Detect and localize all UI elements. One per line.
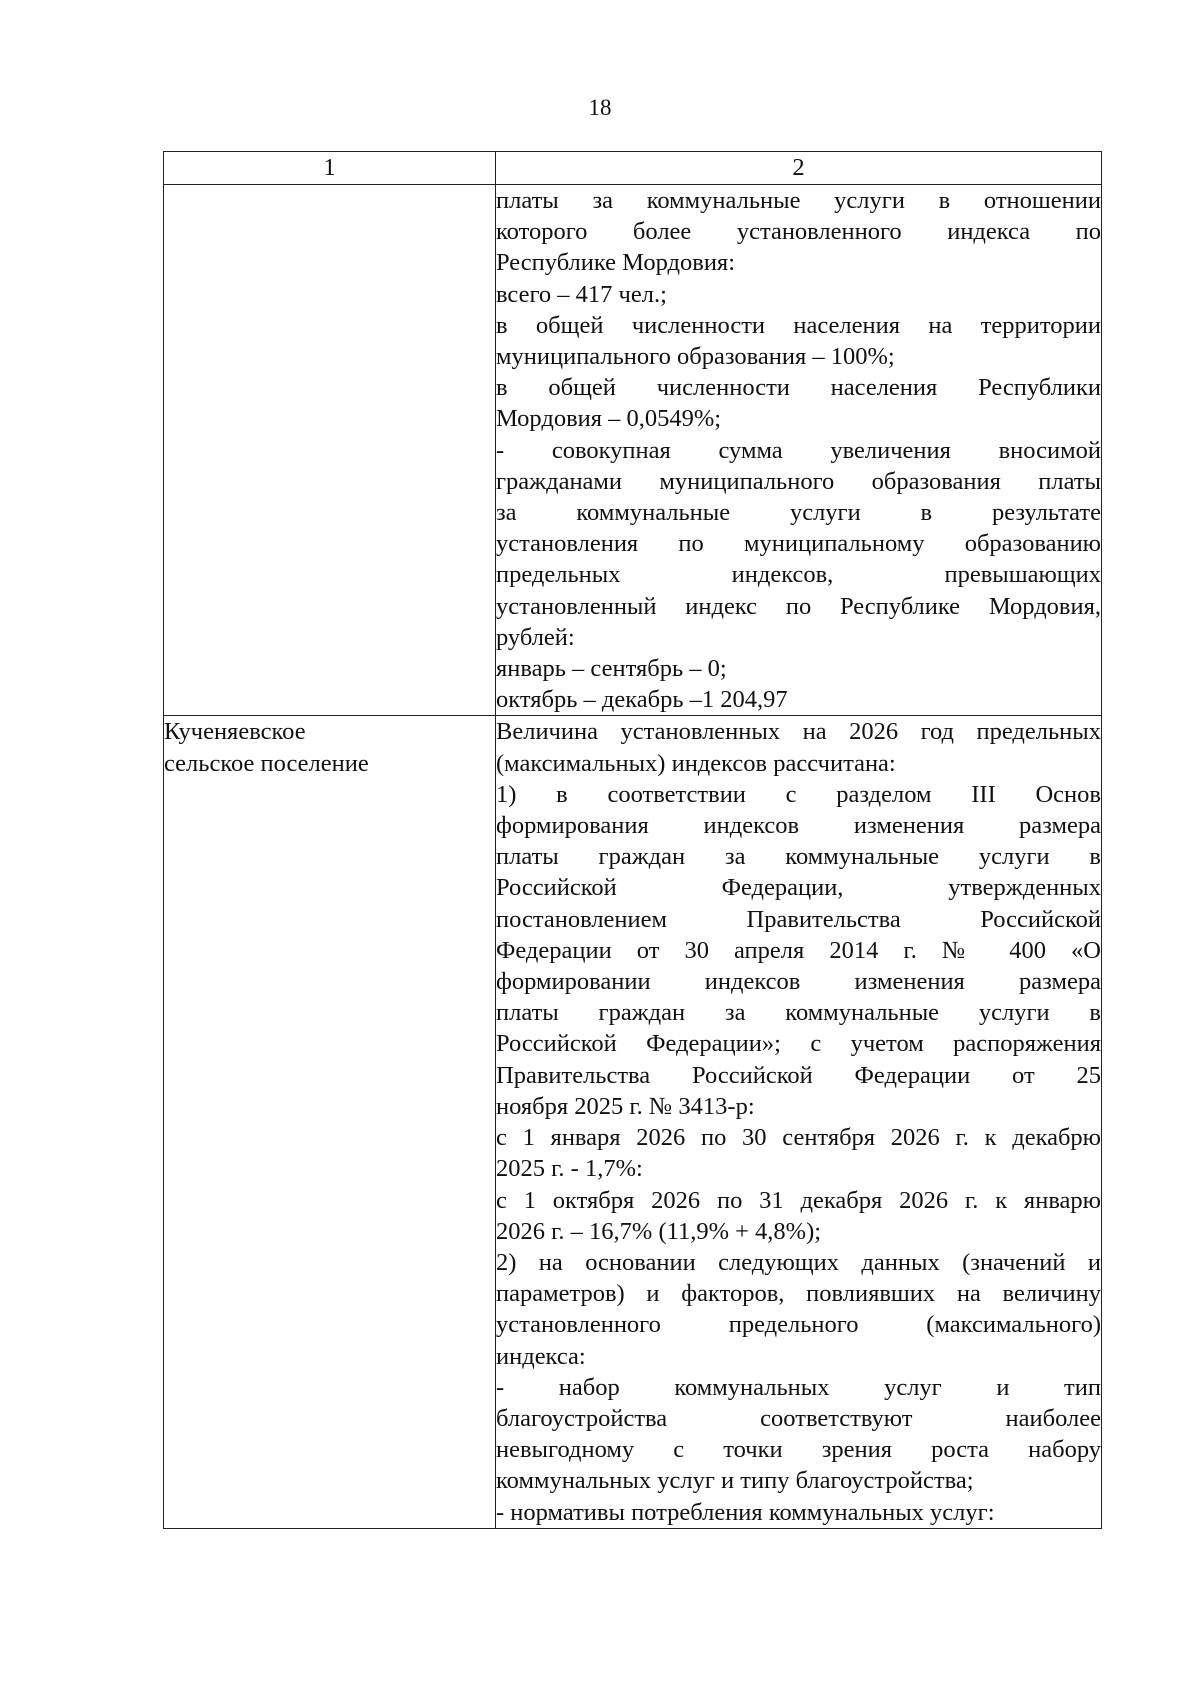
cell-text-line: коммунальных услуг и типу благоустройства;	[496, 1467, 974, 1495]
cell-text-line: благоустройства соответствуют наиболее	[496, 1404, 1101, 1432]
cell-text-line: в общей численности населения на территории	[496, 311, 1101, 339]
cell-text-line: платы граждан за коммунальные услуги в	[496, 843, 1101, 871]
cell-text-line: с 1 января 2026 по 30 сентября 2026 г. к декабрю	[496, 1124, 1101, 1152]
cell-text-line: параметров) и факторов, повлиявших на величину	[496, 1280, 1101, 1308]
cell-text-line: постановлением Правительства Российской	[496, 905, 1101, 933]
cell-text-line: индекса:	[496, 1342, 586, 1370]
cell-text-line: в общей численности населения Республики	[496, 374, 1101, 402]
cell-text-line: которого более установленного индекса по	[496, 218, 1101, 246]
cell-text-line: октябрь – декабрь –1 204,97	[496, 686, 788, 714]
cell-text-line: формировании индексов изменения размера	[496, 968, 1101, 996]
cell-text-line: установленного предельного (максимального)	[496, 1311, 1101, 1339]
data-table	[163, 151, 1102, 1529]
cell-text-line: муниципального образования – 100%;	[496, 343, 895, 371]
row-1-col-1	[164, 185, 496, 716]
cell-text-line: - нормативы потребления коммунальных услуг:	[496, 1498, 995, 1526]
cell-text-line: - совокупная сумма увеличения вносимой	[496, 436, 1101, 464]
row-1-col-2	[496, 185, 1102, 716]
cell-text-line: гражданами муниципального образования платы	[496, 467, 1101, 495]
cell-text-line: формирования индексов изменения размера	[496, 812, 1101, 840]
cell-text-line: за коммунальные услуги в результате	[496, 499, 1101, 527]
cell-text-line: невыгодному с точки зрения роста набору	[496, 1436, 1101, 1464]
cell-text-line: 1) в соответствии с разделом III Основ	[496, 780, 1101, 808]
column-header-1: 1	[164, 152, 496, 185]
cell-text-line: 2025 г. - 1,7%:	[496, 1155, 643, 1183]
row-2-col-2	[496, 716, 1102, 1528]
cell-text-line: Российской Федерации, утвержденных	[496, 874, 1101, 902]
row-2-col-1	[164, 716, 496, 1528]
cell-text-line: рублей:	[496, 623, 575, 651]
cell-text-line: установления по муниципальному образованию	[496, 530, 1101, 558]
cell-text-line: Правительства Российской Федерации от 25	[496, 1061, 1101, 1089]
cell-text-line: Величина установленных на 2026 год предельных	[496, 718, 1101, 746]
cell-text-line: платы граждан за коммунальные услуги в	[496, 999, 1101, 1027]
cell-text-line: с 1 октября 2026 по 31 декабря 2026 г. к январю	[496, 1186, 1101, 1214]
cell-text-line: Кученяевское	[164, 718, 306, 746]
cell-text-line: ноября 2025 г. № 3413-р:	[496, 1092, 755, 1120]
cell-text-line: Республике Мордовия:	[496, 249, 736, 277]
table-header-row	[164, 152, 1102, 185]
cell-text-line: установленный индекс по Республике Мордовия,	[496, 592, 1101, 620]
cell-text-line: Российской Федерации»; с учетом распоряжения	[496, 1030, 1101, 1058]
cell-text-line: 2) на основании следующих данных (значений и	[496, 1248, 1101, 1276]
column-header-2: 2	[496, 152, 1102, 185]
cell-text-line: всего – 417 чел.;	[496, 280, 667, 308]
cell-text-line: - набор коммунальных услуг и тип	[496, 1373, 1101, 1401]
cell-text-line: платы за коммунальные услуги в отношении	[496, 187, 1101, 214]
cell-text-line: 2026 г. – 16,7% (11,9% + 4,8%);	[496, 1217, 822, 1245]
cell-text-line: январь – сентябрь – 0;	[496, 655, 727, 683]
cell-text-line: предельных индексов, превышающих	[496, 561, 1101, 589]
table-row	[164, 716, 1102, 1528]
cell-text-line: (максимальных) индексов рассчитана:	[496, 749, 896, 777]
cell-text-line: Федерации от 30 апреля 2014 г. № 400 «О	[496, 936, 1101, 964]
cell-text-line: сельское поселение	[164, 749, 369, 777]
table-row	[164, 185, 1102, 716]
page-number: 18	[588, 95, 612, 120]
cell-text-line: Мордовия – 0,0549%;	[496, 405, 722, 433]
